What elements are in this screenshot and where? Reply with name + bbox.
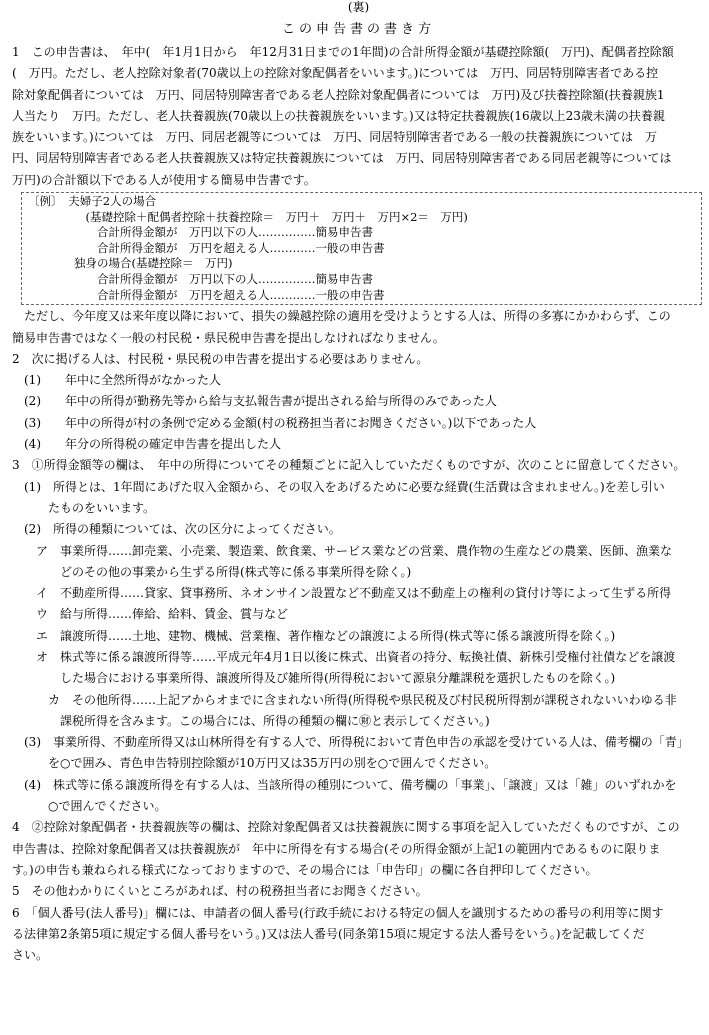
- section-4: [12, 817, 705, 881]
- text-line: カ その他所得……上記アからオまでに含まれない所得(所得税や県民税及び村民税所得割が課税されないいわゆる非: [12, 692, 677, 707]
- section-5: [12, 881, 705, 902]
- example-line: (基礎控除＋配偶者控除＋扶養控除＝ 万円＋ 万円＋ 万円×2＝ 万円): [28, 209, 468, 224]
- text-line: 申告書は、控除対象配偶者又は扶養親族が 年中に所得を有する場合(その所得金額が上記1の範囲内であるものに限りま: [12, 841, 661, 856]
- text-line: を○で囲み、青色申告特別控除額が10万円又は35万円の別を○で囲んでください。: [12, 756, 497, 771]
- text-line: イ 不動産所得……貸家、貸事務所、ネオンサイン設置など不動産又は不動産上の権利の貸付け等によって生ずる所得: [12, 586, 672, 601]
- text-line: る法律第2条第5項に規定する個人番号をいう。)又は法人番号(同条第15項に規定する法人番号をいう。)を記載してくだ: [12, 926, 645, 941]
- text-line: (3) 事業所得、不動産所得又は山林所得を有する人で、所得税において青色申告の承認を受けている人は、備考欄の「青」: [12, 735, 689, 750]
- text-line: 6 「個人番号(法人番号)」欄には、申請者の個人番号(行政手続における特定の個人を識別するための番号の利用等に関す: [12, 905, 664, 920]
- section-1-note: [12, 306, 705, 349]
- text-line: 人当たり 万円。ただし、老人扶養親族(70歳以上の扶養親族をいいます。)又は特定扶養親族(16歳以上23歳未満の扶養親: [12, 108, 665, 123]
- text-line: (2) 年中の所得が勤務先等から給与支払報告書が提出される給与所得のみであった人: [12, 394, 497, 409]
- text-line: ウ 給与所得……俸給、給料、賃金、賞与など: [12, 607, 289, 622]
- section-1: [12, 42, 705, 191]
- example-line: 合計所得金額が 万円を超える人…………一般の申告書: [28, 287, 385, 302]
- example-line: 合計所得金額が 万円を超える人…………一般の申告書: [28, 240, 385, 255]
- text-line: (1) 所得とは、1年間にあげた収入金額から、その収入をあげるために必要な経費(生活費は含まれません。)を差し引い: [12, 479, 665, 494]
- text-line: 円、同居特別障害者である老人扶養親族又は特定扶養親族については 万円、同居特別障害者である同居老親等については: [12, 151, 672, 166]
- text-line: 3 ①所得金額等の欄は、 年中の所得についてその種類ごとに記入していただくものですが、次のことに留意してください。: [12, 458, 686, 473]
- example-line: 合計所得金額が 万円以下の人……………簡易申告書: [28, 272, 373, 287]
- text-line: 2 次に掲げる人は、村民税・県民税の申告書を提出する必要はありません。: [12, 351, 429, 366]
- section-6: [12, 903, 705, 967]
- text-line: 除対象配偶者については 万円、同居特別障害者である老人控除対象配偶者については 万円)及び扶養控除額(扶養親族1: [12, 87, 665, 102]
- text-line: ( 万円。ただし、老人控除対象者(70歳以上の控除対象配偶者をいいます。)については 万円、同居特別障害者である控: [12, 66, 659, 81]
- text-line: 1 この申告書は、 年中( 年1月1日から 年12月31日までの1年間)の合計所得金額が基礎控除額( 万円)、配偶者控除額: [12, 45, 674, 59]
- text-line: 族をいいます。)については 万円、同居老親等については 万円、同居特別障害者である一般の扶養親族については 万: [12, 130, 658, 145]
- text-line: (1) 年中に全然所得がなかった人: [12, 373, 221, 388]
- back-side-label: (裏): [347, 0, 370, 14]
- text-line: (4) 年分の所得税の確定申告書を提出した人: [12, 437, 281, 452]
- text-line: ただし、今年度又は来年度以降において、損失の繰越控除の適用を受けようとする人は、所得の多寡にかかわらず、この: [12, 309, 671, 324]
- example-line: 合計所得金額が 万円以下の人……………簡易申告書: [28, 225, 373, 240]
- text-line: 5 その他わかりにくいところがあれば、村の税務担当者にお聞きください。: [12, 884, 428, 899]
- example-box: [21, 192, 702, 305]
- text-line: どのその他の事業から生ずる所得(株式等に係る事業所得を除く。): [12, 564, 412, 579]
- example-line: 独身の場合(基礎控除＝ 万円): [28, 256, 233, 271]
- section-2: [12, 349, 705, 455]
- text-line: ○で囲んでください。: [12, 799, 167, 814]
- text-line: エ 譲渡所得……土地、建物、機械、営業権、著作権などの譲渡による所得(株式等に係る譲渡所得を除く。): [12, 628, 616, 643]
- text-line: す。)の申告も兼ねられる様式になっておりますので、その場合には「申告印」の欄に各自押印してください。: [12, 862, 598, 877]
- page-title: この申告書の書き方: [281, 22, 435, 37]
- text-line: した場合における事業所得、譲渡所得及び雑所得(所得税において源泉分離課税を選択したものを除く。): [12, 671, 616, 686]
- example-line: 〔例〕 夫婦子2人の場合: [28, 194, 157, 209]
- text-line: (3) 年中の所得が村の条例で定める金額(村の税務担当者にお聞きください。)以下であった人: [12, 415, 537, 430]
- text-line: オ 株式等に係る譲渡所得等……平成元年4月1日以後に株式、出資者の持分、転換社債、新株引受権付社債などを譲渡: [12, 649, 676, 664]
- text-line: (2) 所得の種類については、次の区分によってください。: [12, 522, 341, 537]
- text-line: さい。: [12, 948, 49, 963]
- text-line: 4 ②控除対象配偶者・扶養親族等の欄は、控除対象配偶者又は扶養親族に関する事項を記入していただくものですが、この: [12, 820, 680, 835]
- text-line: ア 事業所得……卸売業、小売業、製造業、飲食業、サービス業などの営業、農作物の生産などの農業、医師、漁業な: [12, 543, 673, 558]
- text-line: 簡易申告書ではなく一般の村民税・県民税申告書を提出しなければなりません。: [12, 330, 445, 345]
- text-line: 課税所得を含みます。この場合には、所得の種類の欄に㊖と表示してください。): [12, 713, 490, 728]
- section-3: [12, 455, 705, 817]
- text-line: たものをいいます。: [12, 500, 156, 515]
- text-line: 万円)の合計額以下である人が使用する簡易申告書です。: [12, 172, 316, 187]
- text-line: (4) 株式等に係る譲渡所得を有する人は、当該所得の種別について、備考欄の「事業」、「譲渡」又は「雑」のいずれかを: [12, 777, 677, 792]
